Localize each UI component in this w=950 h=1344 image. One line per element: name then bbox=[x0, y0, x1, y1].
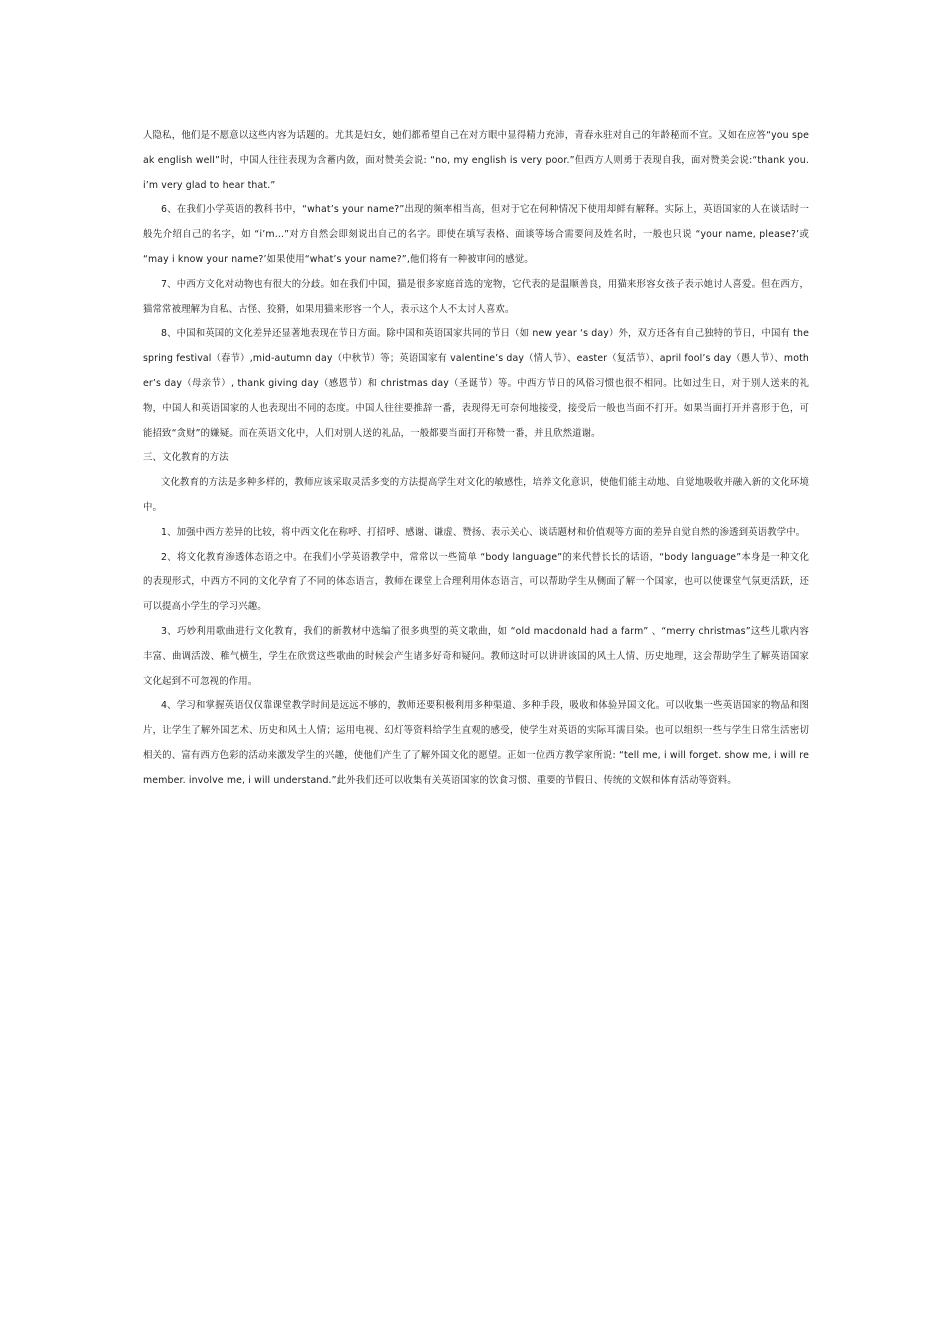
method-item-3: 3、巧妙利用歌曲进行文化教育，我们的新教材中选编了很多典型的英文歌曲，如 “old macdonald had a farm” 、“merry christmas”这些儿歌内容丰富、曲调活泼、稚气横生，学生在欣赏这些歌曲的时候会产生诸多好奇和疑问。教师这时可以讲讲该国的风土人情、历史地理，这会帮助学生了解英语国家文化起到不可忽视的作用。 bbox=[143, 625, 809, 687]
method-item-1: 1、加强中西方差异的比较，将中西文化在称呼、打招呼、感谢、谦虚、赞扬、表示关心、谈话题材和价值观等方面的差异自觉自然的渗透到英语教学中。 bbox=[161, 526, 806, 538]
paragraph-item-6: 6、在我们小学英语的教科书中，“what’s your name?”出现的频率相当高，但对于它在何种情况下使用却鲜有解释。实际上，英语国家的人在谈话时一般先介绍自己的名字，如 “i’m…”对方自然会即刻说出自己的名字。即使在填写表格、面谈等场合需要问及姓名时，一般也只说 “your name, please?’或 “may i know your name?’如果使用“what’s your name?”,他们将有一种被审问的感觉。 bbox=[143, 204, 809, 265]
paragraph-item-7: 7、中西方文化对动物也有很大的分歧。如在我们中国，猫是很多家庭首选的宠物，它代表的是温顺善良，用猫来形容女孩子表示她讨人喜爱。但在西方，猫常常被理解为自私、古怪、狡猾，如果用猫来形容一个人，表示这个人不太讨人喜欢。 bbox=[143, 278, 809, 315]
document-page bbox=[143, 124, 809, 794]
method-item-4: 4、学习和掌握英语仅仅靠课堂教学时间是远远不够的，教师还要积极利用多种渠道、多种手段，吸收和体验异国文化。可以收集一些英语国家的物品和图片，让学生了解外国艺术、历史和风土人情；运用电视、幻灯等资料给学生直观的感受，使学生对英语的实际耳濡目染。也可以组织一些与学生日常生活密切相关的、富有西方色彩的活动来激发学生的兴趣，使他们产生了了解外国文化的愿望。正如一位西方教学家所说: “tell me, i will forget. show me, i will remember. involve me, i will understand.”此外我们还可以收集有关英语国家的饮食习惯、重要的节假日、传统的文娱和体育活动等资料。 bbox=[143, 700, 809, 786]
paragraph-continued: 人隐私，他们是不愿意以这些内容为话题的。尤其是妇女，她们都希望自己在对方眼中显得精力充沛，青春永驻对自己的年龄秘而不宣。又如在应答“you speak english well”时，中国人往往表现为含蓄内敛，面对赞美会说: “no, my english is very poor.”但西方人则勇于表现自我，面对赞美会说:“thank you. i’m very glad to hear that.” bbox=[143, 130, 809, 191]
method-item-2: 2、将文化教育渗透体态语之中。在我们小学英语教学中，常常以一些简单 “body language”的来代替长长的话语，“body language”本身是一种文化的表现形式，中西方不同的文化孕育了不同的体态语言，教师在课堂上合理利用体态语言，可以帮助学生从侧面了解一个国家，也可以使课堂气氛更活跃，还可以提高小学生的学习兴趣。 bbox=[143, 551, 809, 613]
section-intro-paragraph: 文化教育的方法是多种多样的，教师应该采取灵活多变的方法提高学生对文化的敏感性，培养文化意识，使他们能主动地、自觉地吸收并融入新的文化环境中。 bbox=[143, 477, 809, 513]
section-heading: 三、文化教育的方法 bbox=[143, 452, 229, 464]
paragraph-item-8: 8、中国和英国的文化差异还显著地表现在节日方面。除中国和英语国家共同的节日（如 new year ‘s day）外，双方还各有自己独特的节日，中国有 the spring festival（春节）,mid-autumn day（中秋节）等；英语国家有 valentine’s day（情人节）、easter（复活节）、april fool’s day（愚人节）、mother’s day（母亲节）, thank giving day（感恩节）和 christmas day（圣诞节）等。中西方节日的风俗习惯也很不相同。比如过生日，对于别人送来的礼物，中国人和英语国家的人也表现出不同的态度。中国人往往要推辞一番，表现得无可奈何地接受，接受后一般也当面不打开。如果当面打开并喜形于色，可能招致“贪财”的嫌疑。而在英语文化中，人们对别人送的礼品，一般都要当面打开称赞一番，并且欣然道谢。 bbox=[143, 328, 809, 439]
